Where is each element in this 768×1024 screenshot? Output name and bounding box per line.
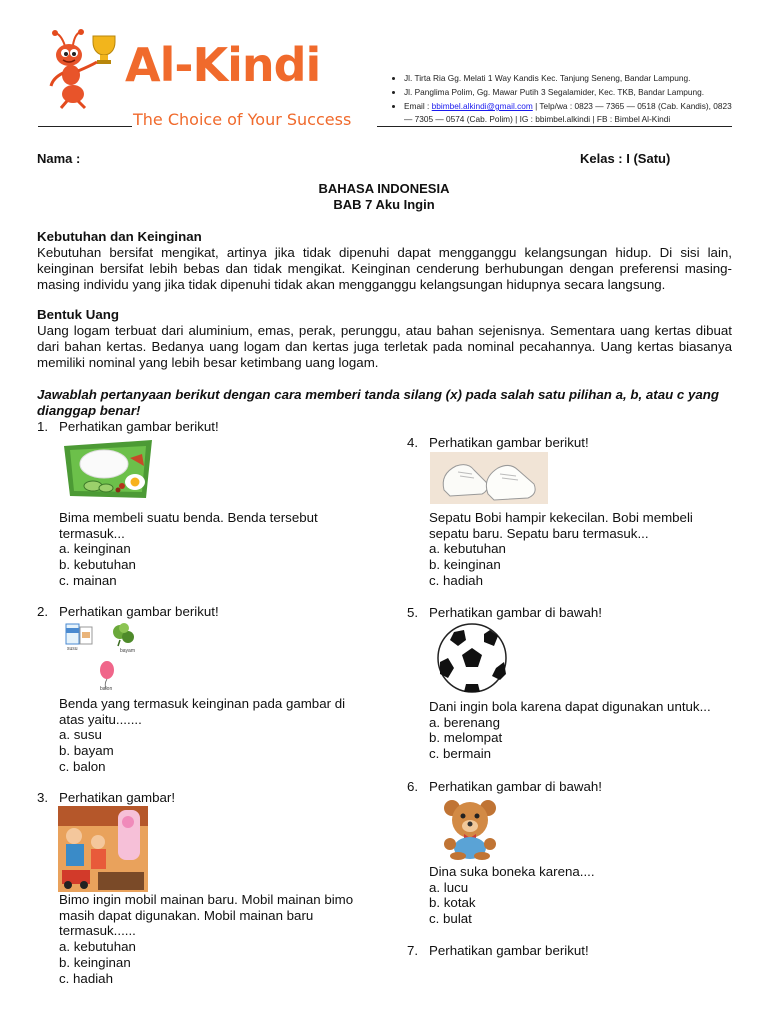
section-text: Kebutuhan bersifat mengikat, artinya jika tidak dipenuhi dapat mengganggu kelangsungan hidup. Di sisi lain, keinginan bersifat lebih bebas dan tidak mengikat. Keinginan cenderung berhubungan dengan preferensi masing-masing individu yang jika tidak dipenuhi tidak akan mengganggu kelangsungan hidupnya secara langsung. [37, 245, 732, 292]
question-number: 4. [407, 435, 419, 450]
address-1: • Jl. Tirta Ria Gg. Melati 1 Way Kandis Kec. Tanjung Seneng, Bandar Lampung. [404, 72, 734, 85]
email-link[interactable]: bbimbel.alkindi@gmail.com [431, 101, 533, 111]
section-heading: Bentuk Uang [37, 307, 120, 322]
question-prompt: Perhatikan gambar di bawah! [429, 605, 602, 620]
header-divider-left [38, 126, 132, 127]
section-heading: Kebutuhan dan Keinginan [37, 229, 202, 244]
question-number: 2. [37, 604, 49, 619]
chapter-title: BAB 7 Aku Ingin [333, 197, 435, 212]
contact-line [404, 100, 734, 126]
nasi-image [60, 436, 156, 502]
option-c[interactable]: c. mainan [59, 572, 117, 588]
option-b[interactable]: b. keinginan [429, 557, 501, 573]
subject-title: BAHASA INDONESIA [318, 181, 450, 196]
question-prompt: Perhatikan gambar di bawah! [429, 779, 602, 794]
image-label-susu: susu [67, 646, 78, 652]
option-b[interactable]: b. bayam [59, 743, 114, 759]
option-c[interactable]: c. hadiah [429, 572, 483, 588]
option-a[interactable]: a. kebutuhan [429, 541, 506, 557]
question-stem: Bima membeli suatu benda. Benda tersebut termasuk... [59, 510, 318, 541]
toy-shop-image [58, 806, 148, 892]
option-b[interactable]: b. kebutuhan [59, 557, 136, 573]
option-c[interactable]: c. balon [59, 758, 106, 774]
question-number: 1. [37, 419, 49, 434]
shoes-image [430, 452, 548, 504]
tagline: The Choice of Your Success [133, 110, 352, 129]
question-number: 5. [407, 605, 419, 620]
logo-ant-mascot [45, 28, 127, 110]
question-number: 7. [407, 943, 419, 958]
image-label-balon: balon [100, 686, 113, 692]
question-stem: Sepatu Bobi hampir kekecilan. Bobi membeli sepatu baru. Sepatu baru termasuk... [429, 510, 693, 541]
contact-info [394, 72, 734, 127]
question-prompt: Perhatikan gambar berikut! [429, 435, 589, 450]
logo-text: Al-Kindi [125, 38, 321, 92]
question-number: 6. [407, 779, 419, 794]
question-2-body [59, 696, 359, 775]
soccer-ball-image [432, 622, 512, 694]
option-a[interactable]: a. keinginan [59, 541, 131, 557]
option-b[interactable]: b. keinginan [59, 954, 131, 970]
image-label-bayam: bayam [120, 648, 136, 654]
question-stem: Dani ingin bola karena dapat digunakan untuk... [429, 699, 711, 714]
email-label: Email : [404, 101, 432, 111]
option-a[interactable]: a. susu [59, 727, 102, 743]
option-b[interactable]: b. melompat [429, 730, 503, 746]
question-stem: Dina suka boneka karena.... [429, 864, 595, 879]
option-c[interactable]: c. bermain [429, 746, 492, 762]
option-a[interactable]: a. lucu [429, 879, 469, 895]
question-prompt: Perhatikan gambar berikut! [59, 604, 219, 619]
question-prompt: Perhatikan gambar berikut! [59, 419, 219, 434]
name-label: Nama : [37, 151, 81, 166]
susu-bayam-balon-image [62, 620, 152, 692]
contact-rest: | Telp/wa : 0823 — 7365 — 0518 (Cab. Kandis), 0823 — 7305 — 0574 (Cab. Polim) | IG : bbimbel.alkindi | FB : Bimbel Al-Kindi [404, 101, 732, 124]
address-2: • Jl. Panglima Polim, Gg. Mawar Putih 3 Segalamider, Kec. TKB, Bandar Lampung. [404, 86, 734, 99]
option-c[interactable]: c. bulat [429, 911, 472, 927]
question-prompt: Perhatikan gambar berikut! [429, 943, 589, 958]
question-number: 3. [37, 790, 49, 805]
question-1-body [59, 510, 359, 589]
class-label: Kelas : I (Satu) [580, 151, 671, 166]
teddy-bear-image [438, 798, 502, 860]
section-text: Uang logam terbuat dari aluminium, emas, perak, perunggu, atau bahan sejenisnya. Sementara uang kertas dibuat dari bahan kertas. Bedanya uang logam dan kertas juga terletak pada nominal pecahannya. Uang kertas biasanya memiliki nominal yang lebih besar ketimbang uang logam. [37, 323, 732, 370]
question-5-body [429, 699, 739, 762]
question-stem: Benda yang termasuk keinginan pada gambar di atas yaitu....... [59, 696, 346, 727]
option-a[interactable]: a. kebutuhan [59, 939, 136, 955]
question-4-body [429, 510, 729, 589]
question-6-body [429, 864, 729, 927]
question-prompt: Perhatikan gambar! [59, 790, 176, 805]
option-c[interactable]: c. hadiah [59, 970, 113, 986]
instruction: Jawablah pertanyaan berikut dengan cara memberi tanda silang (x) pada salah satu pilihan a, b, atau c yang dianggap benar! [37, 387, 720, 418]
option-b[interactable]: b. kotak [429, 895, 476, 911]
question-3-body [59, 892, 364, 986]
option-a[interactable]: a. berenang [429, 714, 500, 730]
question-stem: Bimo ingin mobil mainan baru. Mobil mainan bimo masih dapat digunakan. Mobil mainan baru termasuk...... [59, 892, 354, 939]
